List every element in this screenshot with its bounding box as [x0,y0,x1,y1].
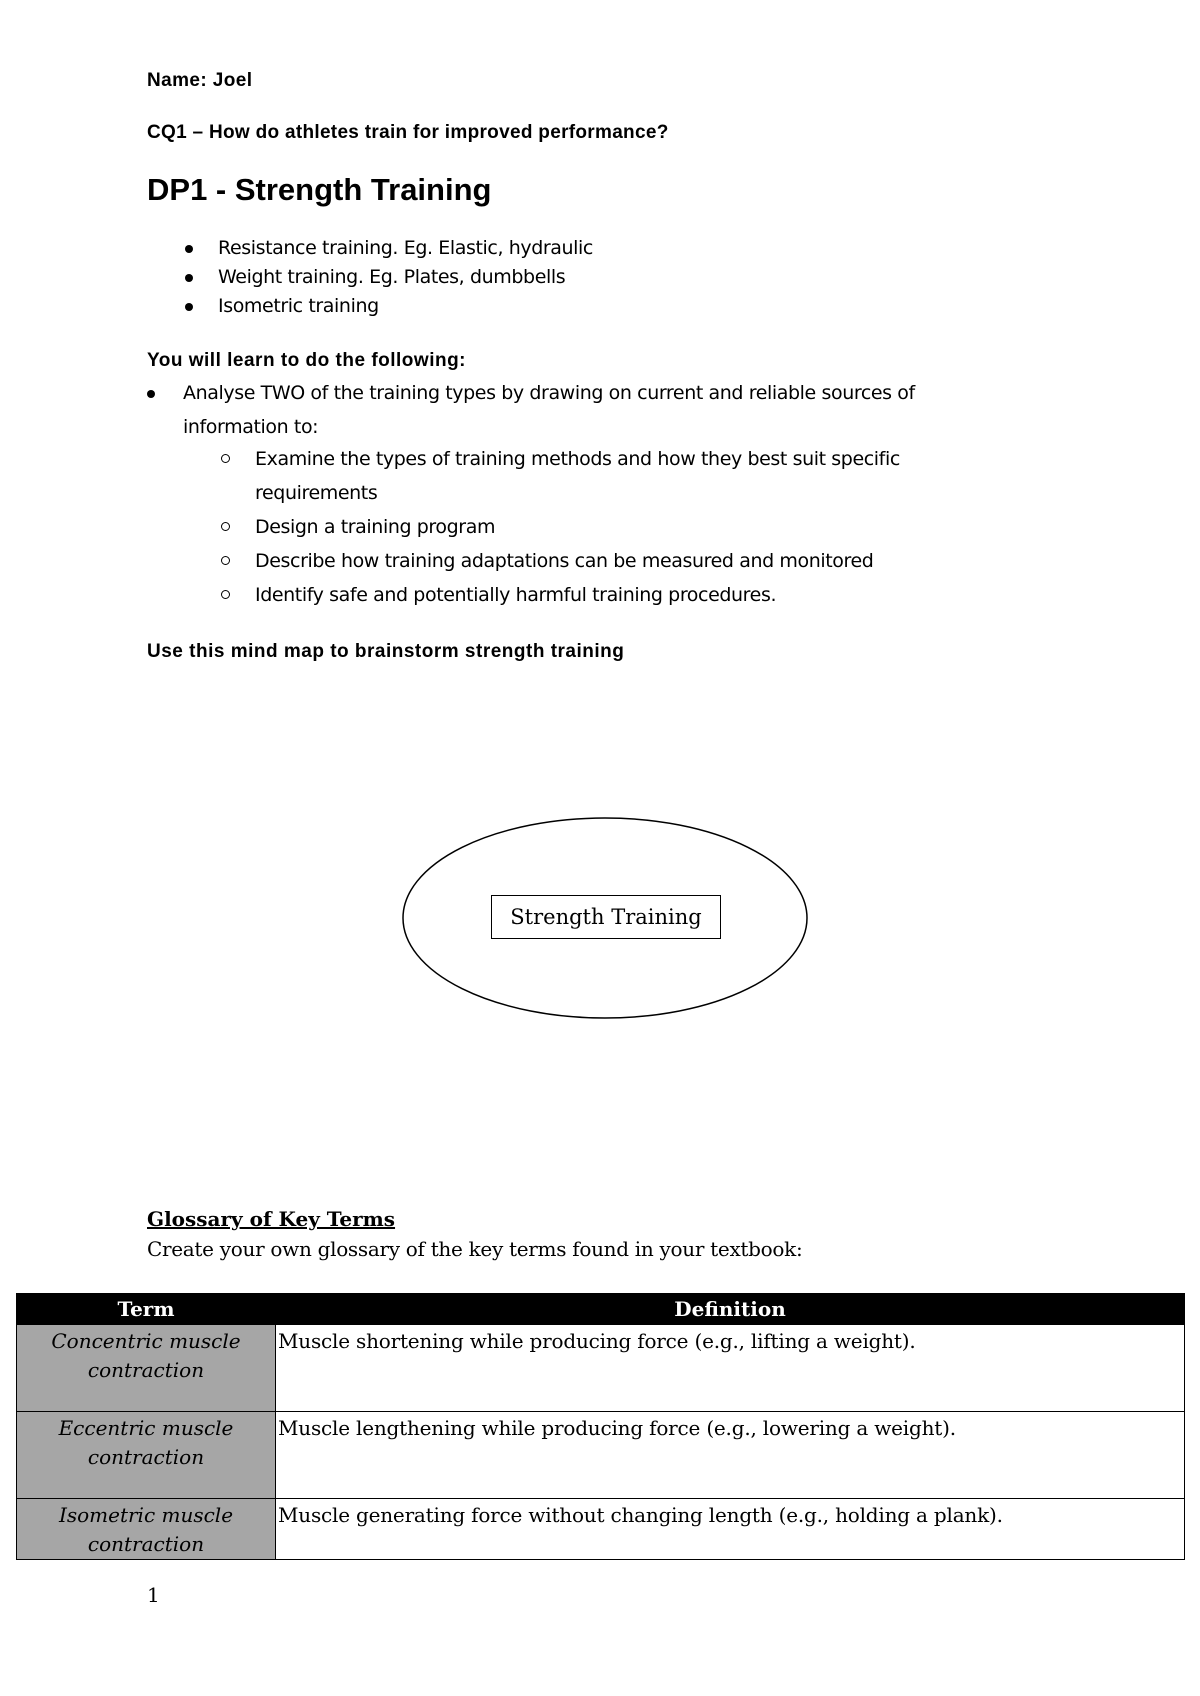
list-item: Resistance training. Eg. Elastic, hydraulic [185,234,593,263]
term-cell[interactable]: Eccentric muscle contraction [17,1412,276,1499]
column-header-definition: Definition [276,1294,1185,1325]
page-number: 1 [147,1583,160,1607]
list-item: Examine the types of training methods and how they best suit specific requirements [218,442,978,510]
student-name: Name: Joel [147,70,253,91]
table-row [17,1499,1185,1560]
list-item: Weight training. Eg. Plates, dumbbells [185,263,593,292]
table-header-row [17,1294,1185,1325]
list-item: Describe how training adaptations can be measured and monitored [218,544,978,578]
learn-heading: You will learn to do the following: [147,350,467,371]
learn-main-item: Analyse TWO of the training types by drawing on current and reliable sources of information to: [147,376,1007,444]
column-header-term: Term [17,1294,276,1325]
page-title: DP1 - Strength Training [147,172,492,207]
mindmap-center-box: Strength Training [491,895,721,939]
list-item: Design a training program [218,510,978,544]
definition-cell[interactable]: Muscle generating force without changing length (e.g., holding a plank). [276,1499,1185,1560]
glossary-table [16,1293,1185,1560]
glossary-heading: Glossary of Key Terms [147,1207,396,1231]
glossary-instructions: Create your own glossary of the key terms found in your textbook: [147,1237,803,1261]
mindmap-heading: Use this mind map to brainstorm strength training [147,641,625,662]
list-item: Isometric training [185,292,593,321]
table-row [17,1325,1185,1412]
content-question: CQ1 – How do athletes train for improved performance? [147,122,669,143]
list-item: Identify safe and potentially harmful training procedures. [218,578,978,612]
table-row [17,1412,1185,1499]
definition-cell[interactable]: Muscle lengthening while producing force (e.g., lowering a weight). [276,1412,1185,1499]
term-cell[interactable]: Isometric muscle contraction [17,1499,276,1560]
term-cell[interactable]: Concentric muscle contraction [17,1325,276,1412]
definition-cell[interactable]: Muscle shortening while producing force (e.g., lifting a weight). [276,1325,1185,1412]
